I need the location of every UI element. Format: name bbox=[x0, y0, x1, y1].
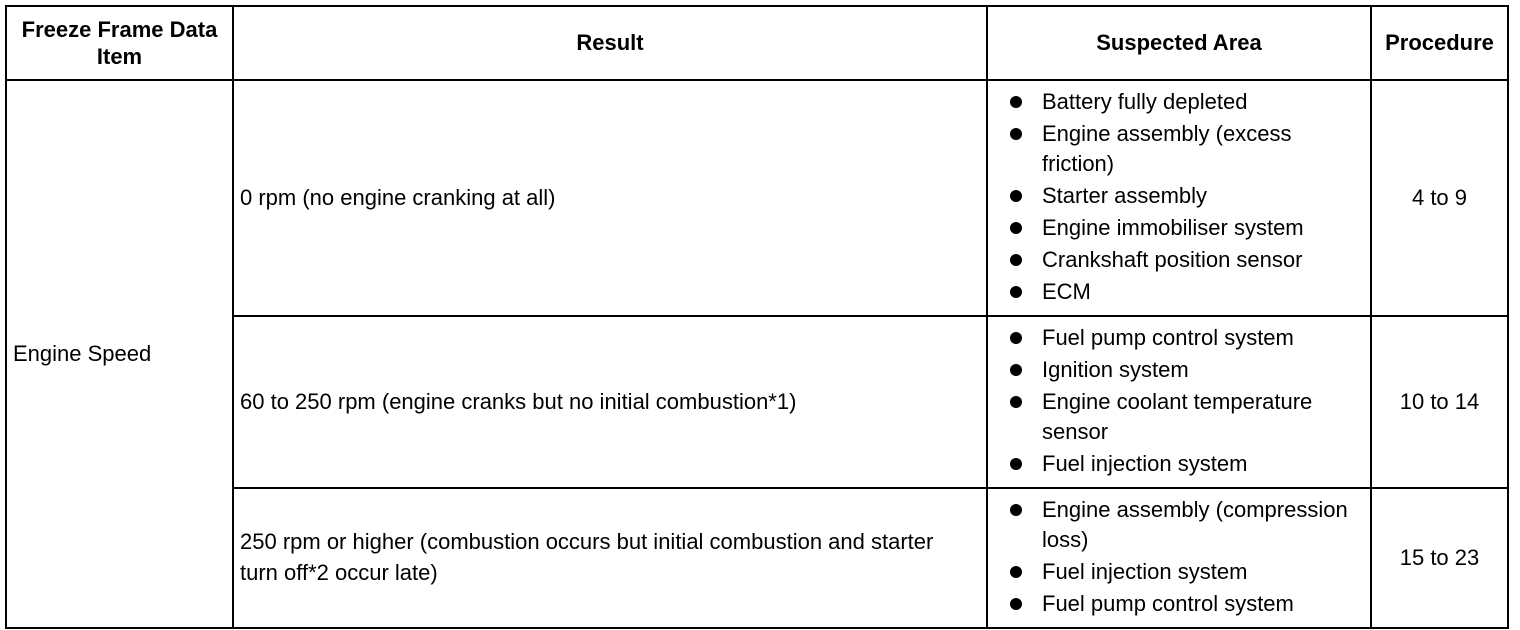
bullet-icon bbox=[1010, 96, 1022, 108]
list-item bbox=[1010, 557, 1366, 587]
bullet-icon bbox=[1010, 598, 1022, 610]
list-item bbox=[1010, 245, 1366, 275]
suspected-area-text: ECM bbox=[1042, 279, 1091, 304]
bullet-icon bbox=[1010, 504, 1022, 516]
suspected-area-text: Engine immobiliser system bbox=[1042, 215, 1304, 240]
suspected-area-text: Starter assembly bbox=[1042, 183, 1208, 208]
suspected-area-cell bbox=[987, 316, 1371, 488]
suspected-area-text: Engine assembly (excess friction) bbox=[1042, 121, 1292, 176]
suspected-area-text: Fuel pump control system bbox=[1042, 591, 1294, 616]
result-cell: 250 rpm or higher (combustion occurs but initial combustion and starter turn off*2 occur late) bbox=[233, 488, 987, 628]
bullet-icon bbox=[1010, 286, 1022, 298]
header-result: Result bbox=[233, 6, 987, 80]
diagnosis-table bbox=[5, 5, 1509, 629]
procedure-cell: 10 to 14 bbox=[1371, 316, 1508, 488]
bullet-icon bbox=[1010, 222, 1022, 234]
list-item bbox=[1010, 449, 1366, 479]
suspected-area-list bbox=[1010, 495, 1366, 619]
bullet-icon bbox=[1010, 566, 1022, 578]
suspected-area-text: Engine assembly (compression loss) bbox=[1042, 497, 1348, 552]
list-item bbox=[1010, 495, 1366, 555]
header-suspected-area: Suspected Area bbox=[987, 6, 1371, 80]
bullet-icon bbox=[1010, 332, 1022, 344]
header-freeze-frame-item: Freeze Frame Data Item bbox=[6, 6, 233, 80]
table-row bbox=[6, 80, 1508, 316]
header-row bbox=[6, 6, 1508, 80]
suspected-area-text: Fuel injection system bbox=[1042, 451, 1248, 476]
bullet-icon bbox=[1010, 364, 1022, 376]
bullet-icon bbox=[1010, 128, 1022, 140]
result-cell: 60 to 250 rpm (engine cranks but no initial combustion*1) bbox=[233, 316, 987, 488]
suspected-area-list bbox=[1010, 323, 1366, 479]
list-item bbox=[1010, 387, 1366, 447]
engine-speed-cell: Engine Speed bbox=[6, 80, 233, 628]
suspected-area-text: Fuel pump control system bbox=[1042, 325, 1294, 350]
procedure-cell: 4 to 9 bbox=[1371, 80, 1508, 316]
bullet-icon bbox=[1010, 190, 1022, 202]
list-item bbox=[1010, 87, 1366, 117]
bullet-icon bbox=[1010, 458, 1022, 470]
result-cell: 0 rpm (no engine cranking at all) bbox=[233, 80, 987, 316]
bullet-icon bbox=[1010, 396, 1022, 408]
procedure-cell: 15 to 23 bbox=[1371, 488, 1508, 628]
suspected-area-text: Fuel injection system bbox=[1042, 559, 1248, 584]
suspected-area-text: Engine coolant temperature sensor bbox=[1042, 389, 1313, 444]
list-item bbox=[1010, 277, 1366, 307]
suspected-area-cell bbox=[987, 80, 1371, 316]
suspected-area-list bbox=[1010, 87, 1366, 307]
suspected-area-cell bbox=[987, 488, 1371, 628]
list-item bbox=[1010, 589, 1366, 619]
list-item bbox=[1010, 213, 1366, 243]
suspected-area-text: Ignition system bbox=[1042, 357, 1189, 382]
list-item bbox=[1010, 119, 1366, 179]
suspected-area-text: Battery fully depleted bbox=[1042, 89, 1248, 114]
bullet-icon bbox=[1010, 254, 1022, 266]
list-item bbox=[1010, 181, 1366, 211]
header-procedure: Procedure bbox=[1371, 6, 1508, 80]
suspected-area-text: Crankshaft position sensor bbox=[1042, 247, 1303, 272]
list-item bbox=[1010, 323, 1366, 353]
list-item bbox=[1010, 355, 1366, 385]
